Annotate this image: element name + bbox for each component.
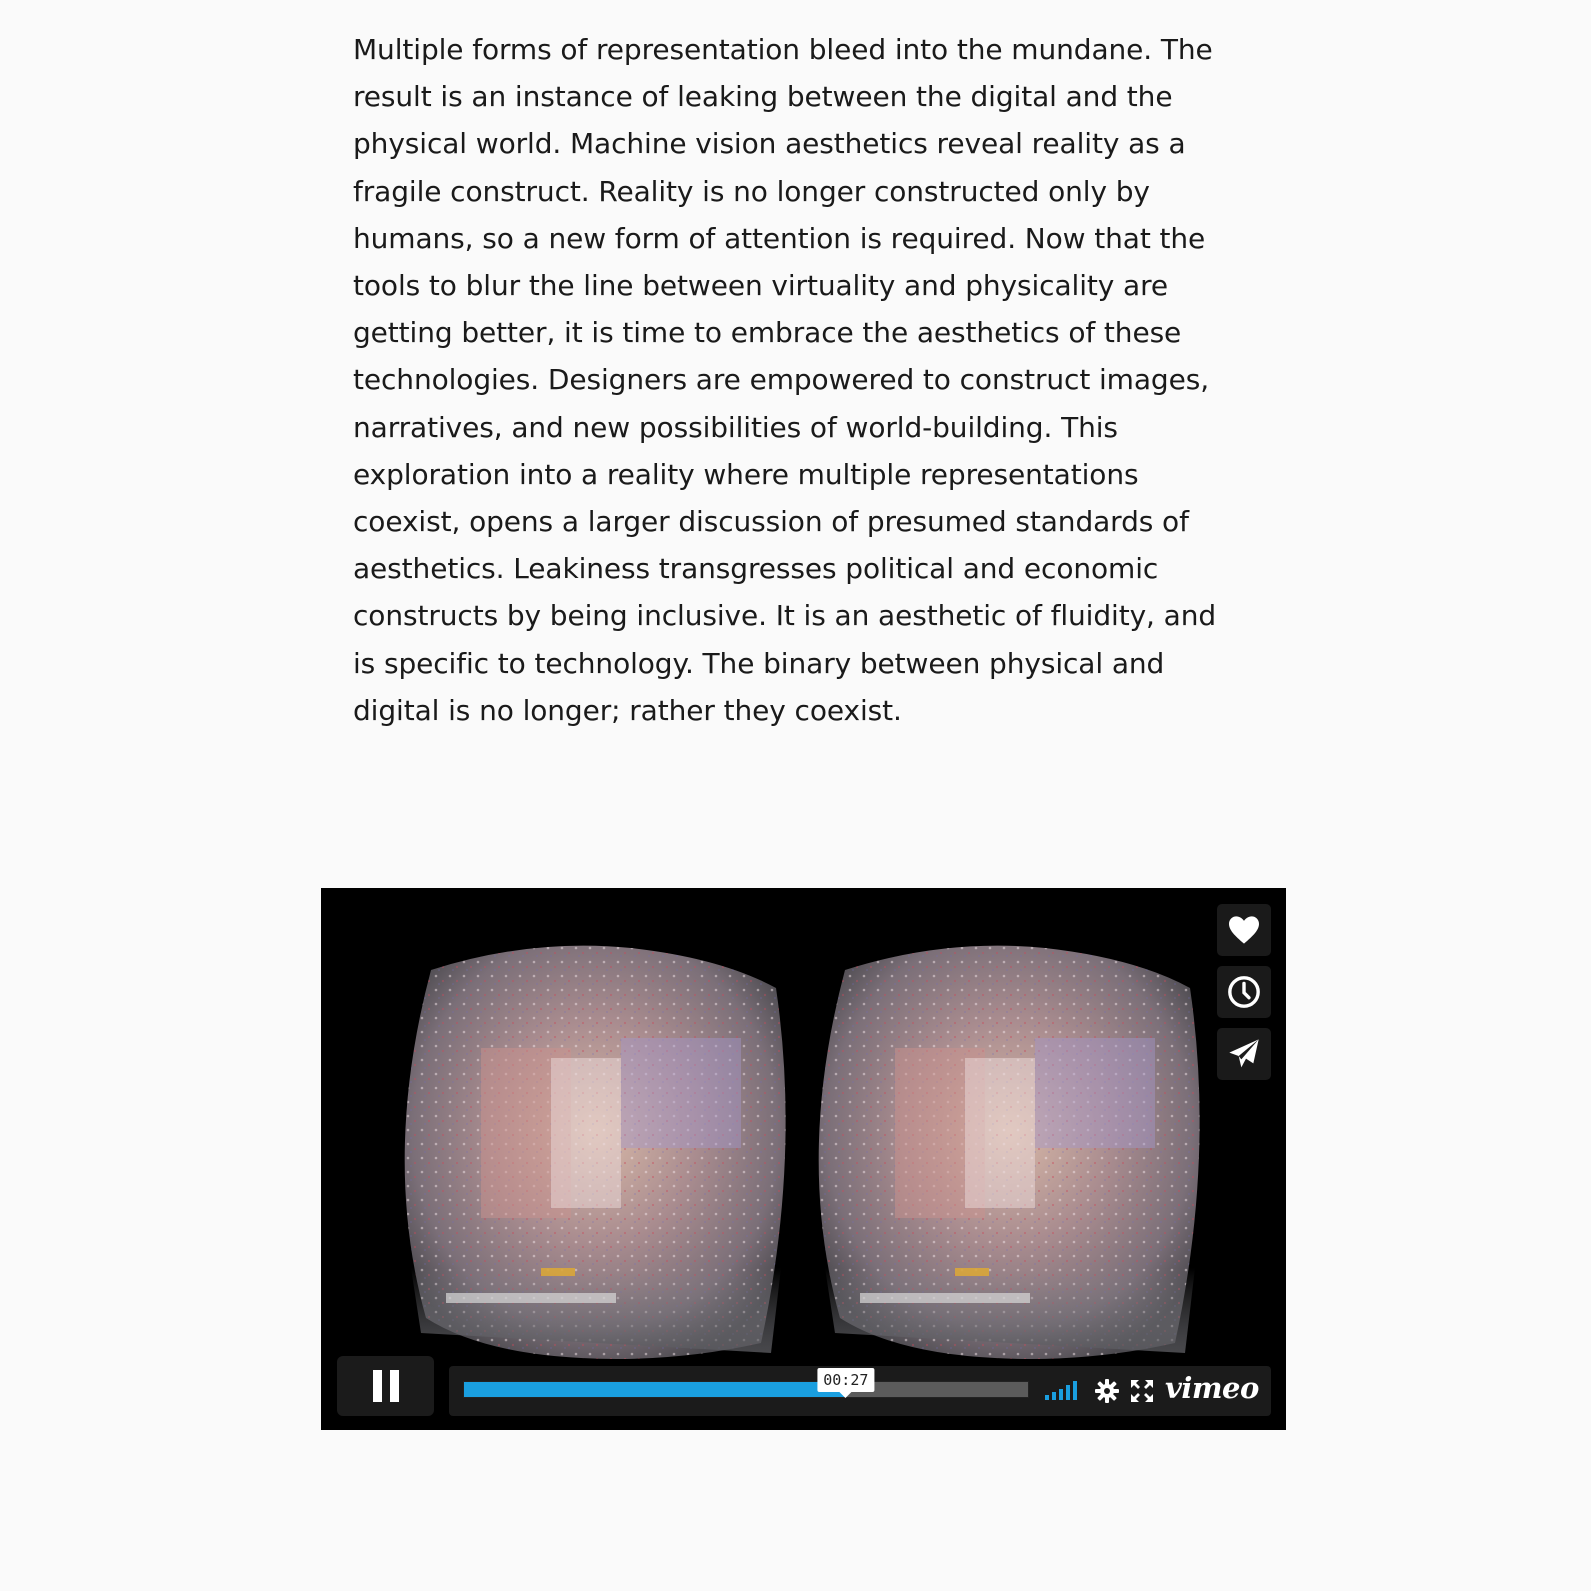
gear-icon[interactable]	[1095, 1379, 1119, 1403]
side-actions	[1217, 904, 1271, 1090]
vr-lens-right	[819, 946, 1200, 1359]
video-frame	[321, 888, 1286, 1430]
fullscreen-icon[interactable]	[1131, 1380, 1153, 1402]
vr-lens-left	[405, 946, 786, 1359]
article-paragraph: Multiple forms of representation bleed into the mundane. The result is an instance of leaking between the digital and the physical world. Machine vision aesthetics reveal reality as a fragile construct. Reality is no longer constructed only by humans, so a new form of attention is required. Now that the tools to blur the line between virtuality and physicality are getting better, it is time to embrace the aesthetics of these technologies. Designers are empowered to construct images, narratives, and new possibilities of world-building. This exploration into a reality where multiple representations coexist, opens a larger discussion of presumed standards of aesthetics. Leakiness transgresses political and economic constructs by being inclusive. It is an aesthetic of fluidity, and is specific to technology. The binary between physical and digital is no longer; rather they coexist.	[353, 33, 1217, 727]
volume-button[interactable]	[1045, 1380, 1083, 1400]
like-button[interactable]	[1217, 904, 1271, 956]
paper-plane-icon	[1227, 1038, 1261, 1070]
clock-icon	[1227, 975, 1261, 1009]
control-bar	[449, 1366, 1271, 1416]
pause-button[interactable]	[337, 1356, 434, 1416]
share-button[interactable]	[1217, 1028, 1271, 1080]
pause-icon	[371, 1370, 401, 1402]
current-time-tooltip: 00:27	[817, 1368, 874, 1392]
video-player[interactable]	[321, 888, 1286, 1430]
watch-later-button[interactable]	[1217, 966, 1271, 1018]
progress-bar[interactable]	[463, 1371, 1029, 1398]
progress-fill	[464, 1382, 846, 1397]
heart-icon	[1227, 915, 1261, 945]
vimeo-logo[interactable]: vimeo	[1165, 1371, 1259, 1405]
volume-bars-icon	[1045, 1380, 1083, 1400]
